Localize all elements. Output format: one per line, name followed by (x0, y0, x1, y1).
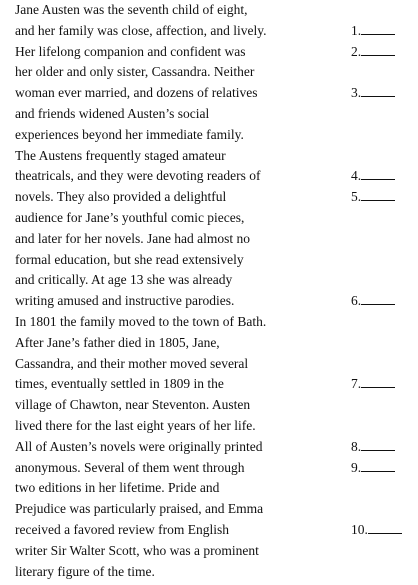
passage-line (0, 82, 418, 103)
passage-line-text: times, eventually settled in 1809 in the (15, 376, 224, 392)
passage-line-text: In 1801 the family moved to the town of Bath. (15, 314, 267, 329)
passage-line-text: The Austens frequently staged amateur (15, 147, 226, 163)
passage-line (0, 165, 418, 186)
passage-line (0, 103, 418, 124)
answer-number: 7. (351, 376, 362, 392)
passage-line-text: experiences beyond her immediate family. (15, 126, 244, 142)
answer-blank[interactable] (351, 186, 395, 207)
passage-line (0, 561, 418, 582)
passage-line-text: her older and only sister, Cassandra. Neither (15, 64, 255, 80)
answer-line[interactable] (361, 458, 395, 472)
answer-blank[interactable] (351, 82, 395, 103)
passage-line-text: and critically. At age 13 she was already (15, 272, 233, 288)
passage-line-text: Jane Austen was the seventh child of eight, (15, 2, 248, 17)
passage-line-text: After Jane’s father died in 1805, Jane, (15, 334, 220, 350)
passage-line-text: Her lifelong companion and confident was (15, 43, 246, 59)
passage-line (0, 0, 418, 20)
passage-line-text: All of Austen’s novels were originally printed (15, 438, 263, 454)
answer-line[interactable] (361, 291, 395, 305)
answer-blank[interactable] (351, 519, 402, 540)
passage-line-text: formal education, but she read extensively (15, 251, 244, 267)
answer-line[interactable] (361, 166, 395, 180)
passage-line (0, 290, 418, 311)
passage-line (0, 41, 418, 62)
passage-line (0, 145, 418, 166)
answer-blank[interactable] (351, 20, 395, 41)
passage-line-text: village of Chawton, near Steventon. Austen (15, 397, 251, 413)
passage-line (0, 457, 418, 478)
answer-line[interactable] (368, 520, 402, 534)
passage-line (0, 436, 418, 457)
answer-line[interactable] (361, 83, 395, 97)
passage-line-text: two editions in her lifetime. Pride and (15, 480, 220, 496)
answer-blank[interactable] (351, 457, 395, 478)
answer-blank[interactable] (351, 436, 395, 457)
answer-number: 3. (351, 85, 362, 101)
answer-number: 8. (351, 438, 362, 454)
passage-line (0, 519, 418, 540)
passage-line-text: theatricals, and they were devoting readers of (15, 168, 261, 184)
answer-number: 10. (351, 522, 368, 537)
answer-blank[interactable] (351, 290, 395, 311)
answer-number: 1. (351, 22, 362, 38)
passage-line-text: and later for her novels. Jane had almost no (15, 230, 251, 246)
passage-line (0, 207, 418, 228)
passage-line-text: Prejudice was particularly praised, and Emma (15, 501, 264, 517)
passage-line (0, 124, 418, 145)
answer-line[interactable] (361, 374, 395, 388)
answer-number: 4. (351, 168, 362, 184)
answer-line[interactable] (361, 21, 395, 35)
passage-line-text: novels. They also provided a delightful (15, 189, 227, 205)
passage-line-text: anonymous. Several of them went through (15, 459, 245, 475)
passage-line (0, 498, 418, 519)
passage-line (0, 477, 418, 498)
passage-line (0, 353, 418, 374)
answer-blank[interactable] (351, 165, 395, 186)
answer-line[interactable] (361, 42, 395, 56)
passage-line (0, 332, 418, 353)
passage-line (0, 540, 418, 561)
passage-line (0, 61, 418, 82)
passage-line-text: audience for Jane’s youthful comic pieces, (15, 210, 245, 225)
passage-line (0, 269, 418, 290)
passage-line-text: lived there for the last eight years of her life. (15, 418, 256, 433)
answer-number: 9. (351, 459, 362, 475)
passage-line (0, 373, 418, 394)
passage-line-text: and her family was close, affection, and lively. (15, 22, 267, 38)
passage-line (0, 249, 418, 270)
passage-line (0, 228, 418, 249)
passage-line (0, 186, 418, 207)
answer-line[interactable] (361, 187, 395, 201)
answer-line[interactable] (361, 437, 395, 451)
passage-line (0, 311, 418, 332)
passage-line (0, 415, 418, 436)
passage-line-text: writer Sir Walter Scott, who was a prominent (15, 542, 259, 558)
passage-line-text: and friends widened Austen’s social (15, 106, 210, 121)
passage-line-text: literary figure of the time. (15, 563, 155, 579)
passage-line-text: received a favored review from English (15, 522, 230, 537)
answer-number: 6. (351, 293, 362, 309)
answer-blank[interactable] (351, 41, 395, 62)
answer-number: 5. (351, 189, 362, 205)
passage-line (0, 20, 418, 41)
passage-line-text: woman ever married, and dozens of relatives (15, 85, 258, 101)
answer-blank[interactable] (351, 373, 395, 394)
answer-number: 2. (351, 43, 362, 59)
passage-line-text: Cassandra, and their mother moved several (15, 355, 249, 371)
passage-line-text: writing amused and instructive parodies. (15, 293, 235, 309)
passage-line (0, 394, 418, 415)
